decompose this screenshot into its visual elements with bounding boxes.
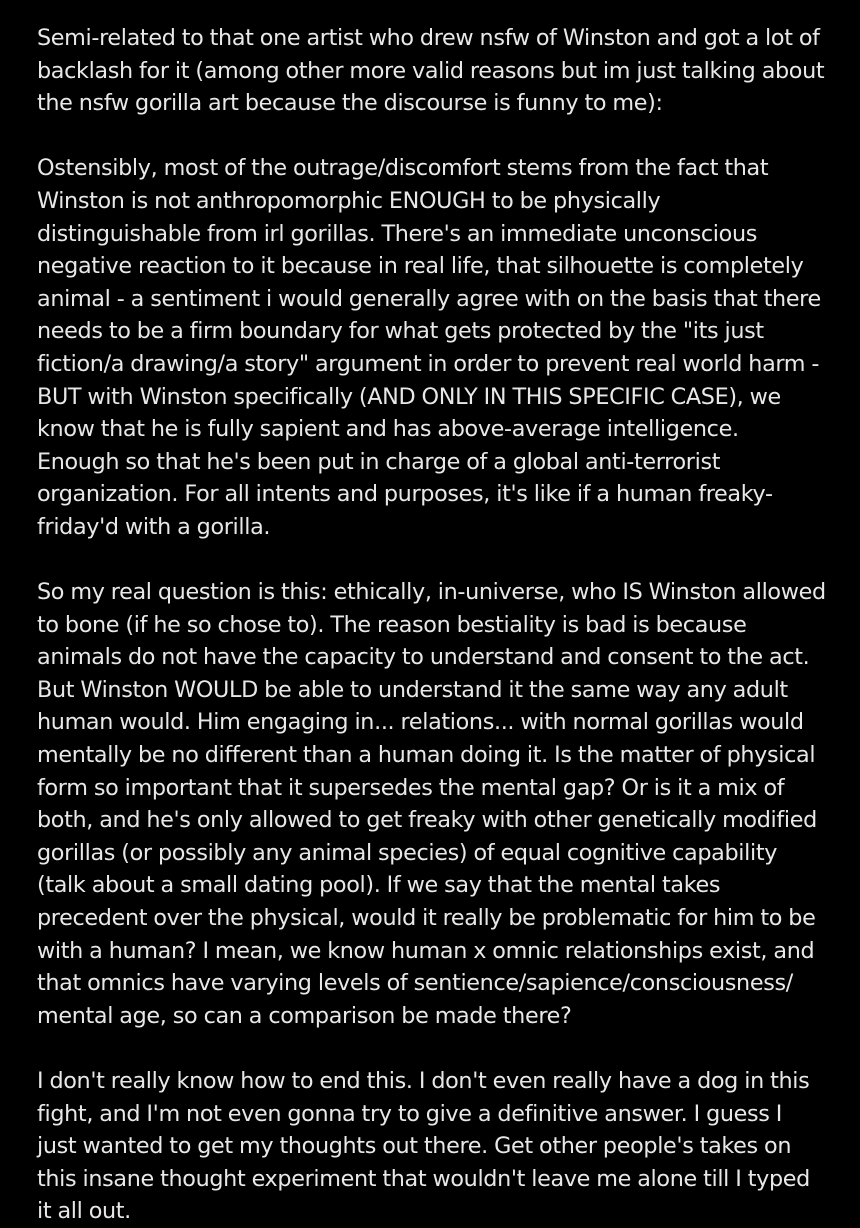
paragraph-intro: Semi-related to that one artist who drew nsfw of Winston and got a lot of backlash for it (among other more valid reasons but im just talking about the nsfw gorilla art because the discourse is funny to me): bbox=[37, 25, 825, 117]
paragraph-question: So my real question is this: ethically, in-universe, who IS Winston allowed to bone (if he so chose to). The reason bestiality is bad is because animals do not have the capacity to understand and consent to the act. But Winston WOULD be able to understand it the same way any adult human would. Him engaging in... relations... with normal gorillas would mentally be no different than a human doing it. Is the matter of physical form so important that it supersedes the mental gap? Or is it a mix of both, and he's only allowed to get freaky with other genetically modified gorillas (or possibly any animal species) of equal cognitive capability (talk about a small dating pool). If we say that the mental takes precedent over the physical, would it really be problematic for him to be with a human? I mean, we know human x omnic relationships exist, and that omnics have varying levels of sentience/sapience/consciousness/ mental age, so can a comparison be made there? bbox=[37, 579, 826, 1029]
paragraph-context: Ostensibly, most of the outrage/discomfort stems from the fact that Winston is not anthropomorphic ENOUGH to be physically distinguishable from irl gorillas. There's an immediate unconscious negative reaction to it because in real life, that silhouette is completely animal - a sentiment i would generally agree with on the basis that there needs to be a firm boundary for what gets protected by the "its just fiction/a drawing/a story" argument in order to prevent real world harm - BUT with Winston specifically (AND ONLY IN THIS SPECIFIC CASE), we know that he is fully sapient and has above-average intelligence. Enough so that he's been put in charge of a global anti-terrorist organization. For all intents and purposes, it's like if a human freaky-friday'd with a gorilla. bbox=[37, 155, 821, 540]
paragraph-conclusion: I don't really know how to end this. I don't even really have a dog in this fight, and I'm not even gonna try to give a definitive answer. I guess I just wanted to get my thoughts out there. Get other people's takes on this insane thought experiment that wouldn't leave me alone till I typed it all out. bbox=[37, 1068, 810, 1225]
note-body bbox=[37, 22, 827, 1228]
